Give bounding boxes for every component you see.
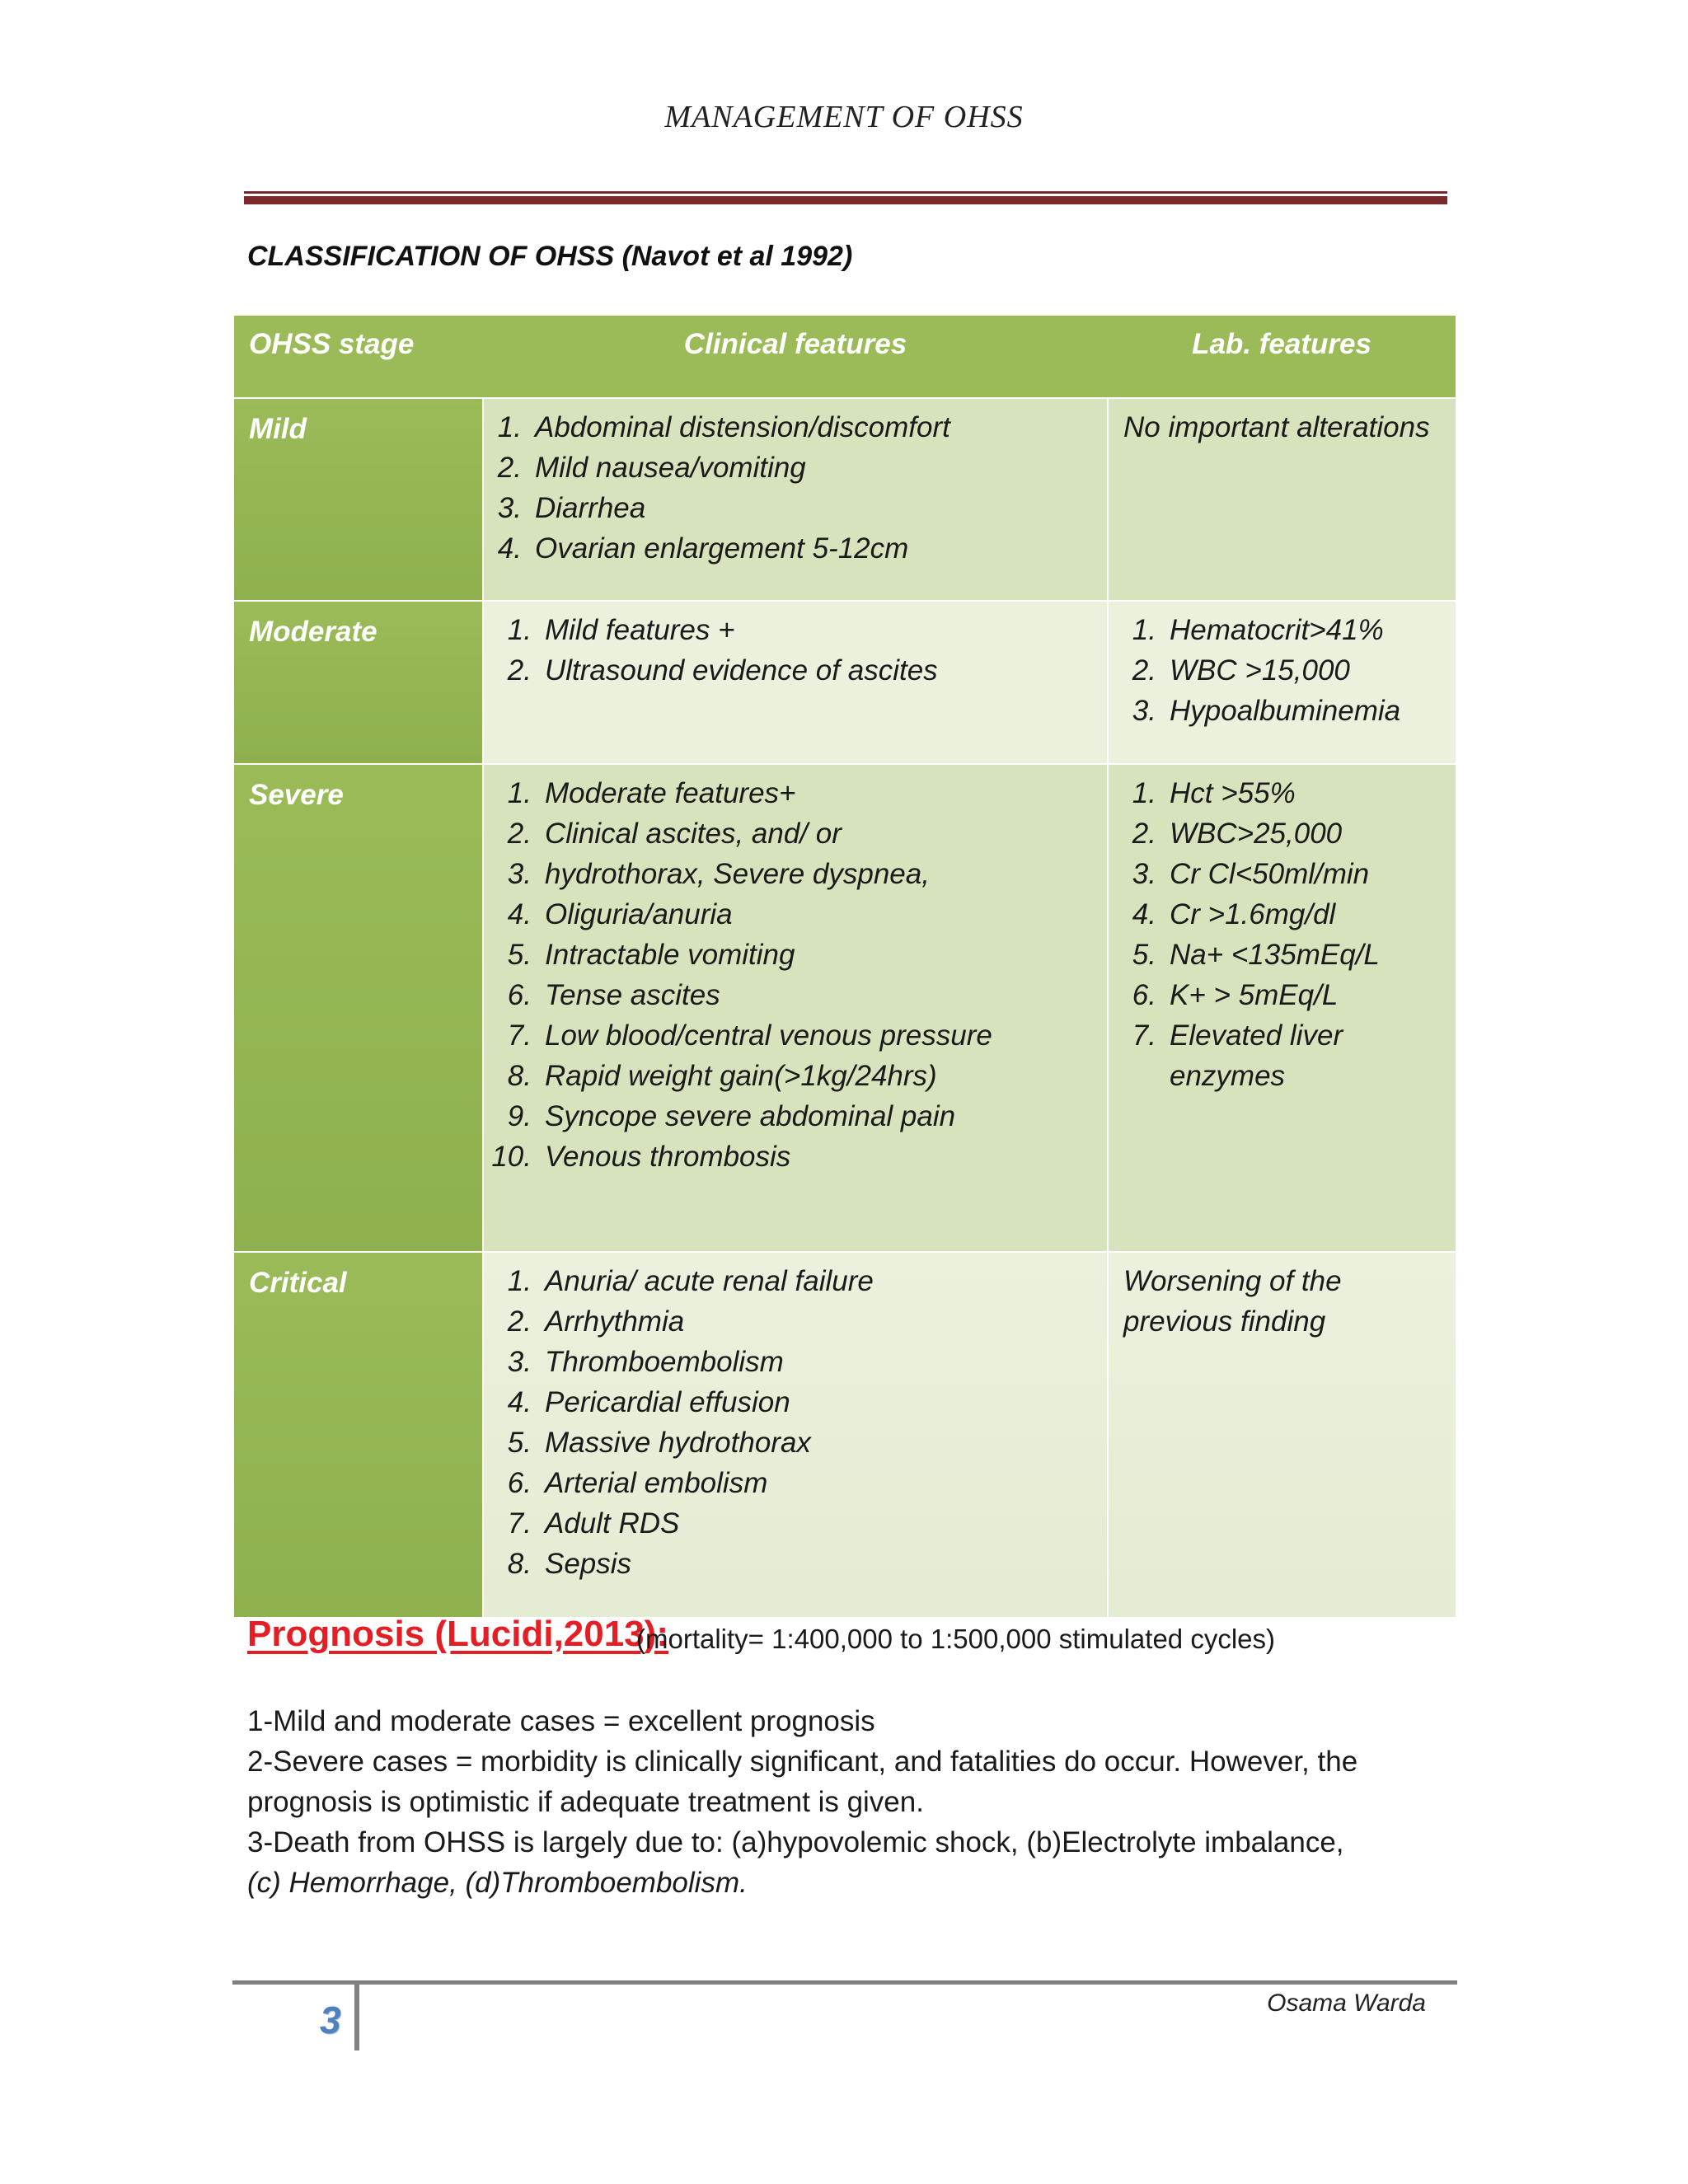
- page-number: 3: [320, 1999, 341, 2041]
- prognosis-point-1: 1-Mild and moderate cases = excellent prognosis: [247, 1705, 875, 1737]
- footer-rule: [232, 1980, 1457, 1985]
- list-item: 1. Mild features +: [507, 614, 735, 646]
- lab-list: [1109, 602, 1456, 731]
- list-item: 3. Thromboembolism: [507, 1346, 784, 1378]
- list-item: 4. Oliguria/anuria: [507, 898, 733, 930]
- list-item: 2. Mild nausea/vomiting: [497, 452, 806, 484]
- table-header-row: [234, 316, 1456, 398]
- header-clinical: Clinical features: [483, 316, 1108, 398]
- header-rule-thick: [244, 196, 1447, 204]
- header-rule-thin: [244, 191, 1447, 194]
- list-item: 4. Ovarian enlargement 5-12cm: [497, 532, 909, 565]
- list-item: 2. WBC >15,000: [1132, 654, 1350, 687]
- classification-table: [234, 316, 1456, 1619]
- list-item: 7. Adult RDS: [507, 1507, 680, 1540]
- list-item: 3. Cr Cl<50ml/min: [1132, 858, 1370, 890]
- prognosis-point-3-continued: (c) Hemorrhage, (d)Thromboembolism.: [247, 1867, 748, 1899]
- list-item: 10. Venous thrombosis: [491, 1141, 791, 1173]
- list-item: 3. Hypoalbuminemia: [1132, 695, 1401, 727]
- list-item: 4. Cr >1.6mg/dl: [1132, 898, 1336, 930]
- prognosis-heading: Prognosis (Lucidi,2013):: [247, 1614, 668, 1654]
- list-item: 8. Rapid weight gain(>1kg/24hrs): [507, 1060, 937, 1092]
- table-row-severe: [234, 764, 1456, 1252]
- stage-cell: Mild: [234, 398, 483, 601]
- clinical-list: [484, 765, 1107, 1177]
- table-row-moderate: [234, 601, 1456, 764]
- list-item: 6. Tense ascites: [507, 979, 720, 1011]
- list-item: 7. Elevated liver enzymes: [1132, 1019, 1343, 1092]
- list-item: 1. Hematocrit>41%: [1132, 614, 1384, 646]
- lab-text: Worsening of the previous finding: [1123, 1265, 1342, 1338]
- lab-cell: [1108, 601, 1456, 764]
- header-lab: Lab. features: [1108, 316, 1456, 398]
- list-item: 1. Abdominal distension/discomfort: [497, 411, 950, 443]
- lab-cell: [1108, 1252, 1456, 1618]
- lab-cell: [1108, 764, 1456, 1252]
- stage-cell: Severe: [234, 764, 483, 1252]
- list-item: 6. Arterial embolism: [507, 1467, 768, 1499]
- footer-divider: [354, 1985, 359, 2050]
- list-item: 5. Na+ <135mEq/L: [1132, 939, 1380, 971]
- clinical-list: [484, 399, 1107, 569]
- running-header: MANAGEMENT OF OHSS: [664, 100, 1024, 134]
- clinical-list: [484, 602, 1107, 691]
- stage-cell: Critical: [234, 1252, 483, 1618]
- lab-text: No important alterations: [1123, 411, 1430, 443]
- list-item: 2. WBC>25,000: [1132, 818, 1343, 850]
- footer-author: Osama Warda: [1267, 1990, 1426, 2017]
- clinical-cell: [483, 601, 1108, 764]
- list-item: 3. hydrothorax, Severe dyspnea,: [507, 858, 930, 890]
- table-row-critical: [234, 1252, 1456, 1618]
- list-item: 5. Intractable vomiting: [507, 939, 795, 971]
- lab-list: [1109, 765, 1456, 1096]
- clinical-cell: [483, 398, 1108, 601]
- list-item: 6. K+ > 5mEq/L: [1132, 979, 1339, 1011]
- list-item: 2. Clinical ascites, and/ or: [507, 818, 842, 850]
- list-item: 8. Sepsis: [507, 1548, 632, 1580]
- table-row-mild: [234, 398, 1456, 601]
- clinical-list: [484, 1253, 1107, 1584]
- clinical-cell: [483, 764, 1108, 1252]
- list-item: 1. Moderate features+: [507, 777, 796, 809]
- prognosis-mortality-note: (mortality= 1:400,000 to 1:500,000 stimulated cycles): [636, 1624, 1276, 1654]
- clinical-cell: [483, 1252, 1108, 1618]
- list-item: 7. Low blood/central venous pressure: [507, 1019, 992, 1052]
- lab-cell: [1108, 398, 1456, 601]
- list-item: 1. Hct >55%: [1132, 777, 1296, 809]
- list-item: 4. Pericardial effusion: [507, 1386, 790, 1418]
- list-item: 5. Massive hydrothorax: [507, 1427, 811, 1459]
- list-item: 2. Arrhythmia: [507, 1305, 685, 1338]
- list-item: 3. Diarrhea: [497, 492, 646, 524]
- list-item: 9. Syncope severe abdominal pain: [507, 1100, 956, 1132]
- prognosis-point-3: 3-Death from OHSS is largely due to: (a)hypovolemic shock, (b)Electrolyte imbalance,: [247, 1826, 1344, 1858]
- section-title: CLASSIFICATION OF OHSS (Navot et al 1992): [247, 241, 853, 272]
- list-item: 1. Anuria/ acute renal failure: [507, 1265, 874, 1297]
- list-item: 2. Ultrasound evidence of ascites: [507, 654, 938, 687]
- header-stage: OHSS stage: [234, 316, 483, 398]
- stage-cell: Moderate: [234, 601, 483, 764]
- prognosis-point-2: 2-Severe cases = morbidity is clinically significant, and fatalities do occur. However, the prognosis is optimistic if adequate treatment is given.: [247, 1746, 1358, 1818]
